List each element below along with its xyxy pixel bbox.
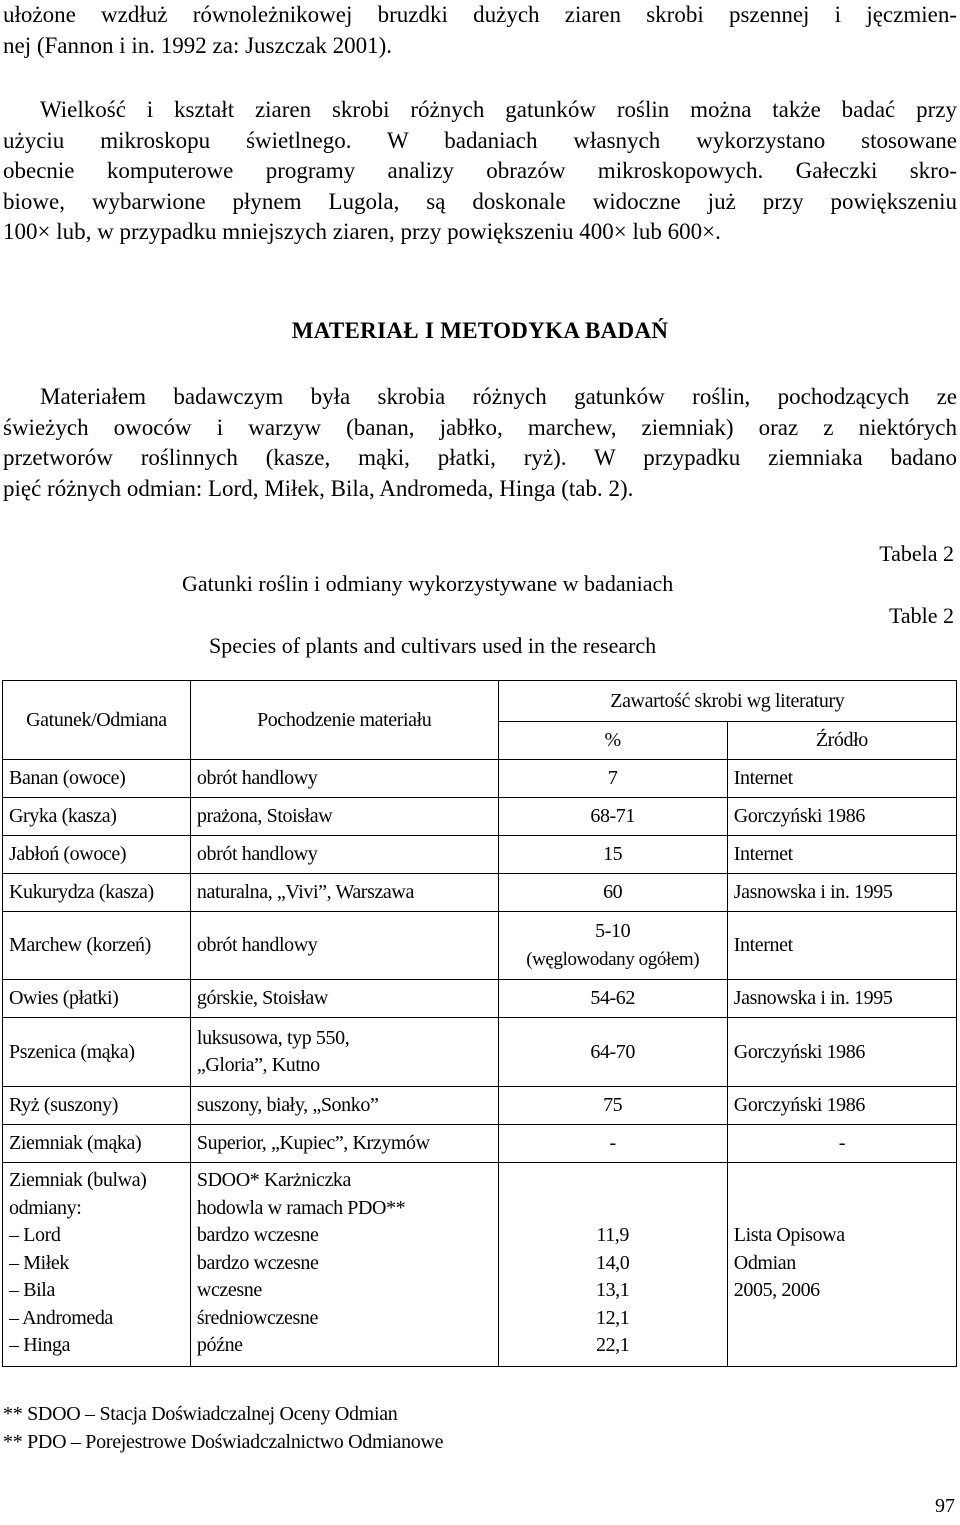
table-label-en: Table 2 [888, 603, 954, 628]
cell-species: Jabłoń (owoce) [3, 836, 191, 874]
cell-source: Jasnowska i in. 1995 [727, 980, 956, 1018]
cell-source: - [727, 1125, 956, 1163]
text-line: 100× lub, w przypadku mniejszych ziaren, przy powiększeniu 400× lub 600×. [3, 219, 721, 244]
table-row [3, 1125, 957, 1163]
table-row [3, 1018, 957, 1087]
cell-origin: obrót handlowy [190, 836, 498, 874]
table-row [3, 874, 957, 912]
table-row-potato-varieties [3, 1163, 957, 1367]
origin-line: bardzo wczesne [196, 1251, 319, 1274]
cell-percent [498, 1163, 727, 1367]
origin-line: SDOO* Karżniczka [196, 1169, 352, 1191]
table-row [3, 760, 957, 798]
table-row [3, 798, 957, 836]
percent-value: 5-10 [595, 920, 631, 942]
variety-name: – Andromeda [9, 1306, 113, 1329]
cell-percent: 54-62 [498, 980, 727, 1018]
cell-origin: naturalna, „Vivi”, Warszawa [190, 874, 498, 912]
paragraph-materials [3, 382, 957, 504]
table-row [3, 836, 957, 874]
table-caption-pl: Gatunki roślin i odmiany wykorzystywane w badaniach [182, 571, 674, 596]
percent-value: 11,9 [596, 1224, 630, 1246]
origin-line: bardzo wczesne [196, 1224, 319, 1246]
text-line: przetworów roślinnych (kasze, mąki, płatki, ryż). W przypadku ziemniaka badano [3, 445, 957, 470]
cell-percent: 60 [498, 874, 727, 912]
percent-value: 12,1 [595, 1306, 630, 1329]
cell-source: Gorczyński 1986 [727, 1087, 956, 1125]
source-line: 2005, 2006 [733, 1279, 820, 1301]
cell-species: Ziemniak (mąka) [3, 1125, 191, 1163]
footnote: ** PDO – Porejestrowe Doświadczalnictwo Odmianowe [3, 1431, 444, 1453]
cell-species: Marchew (korzeń) [3, 912, 191, 980]
table-row [3, 980, 957, 1018]
cell-percent: 7 [498, 760, 727, 798]
variety-name: – Hinga [9, 1334, 71, 1356]
percent-value: 22,1 [595, 1334, 630, 1356]
cell-source: Jasnowska i in. 1995 [727, 874, 956, 912]
cell-origin [190, 1018, 498, 1087]
cell-source: Gorczyński 1986 [727, 798, 956, 836]
cell-species: Owies (płatki) [3, 980, 191, 1018]
percent-value: 14,0 [595, 1251, 630, 1274]
cell-source: Internet [727, 836, 956, 874]
cell-species: Gryka (kasza) [3, 798, 191, 836]
cell-percent: 15 [498, 836, 727, 874]
paragraph-microscopy [3, 95, 957, 248]
cell-source: Internet [727, 760, 956, 798]
header-starch-content: Zawartość skrobi wg literatury [498, 681, 956, 722]
percent-value: 13,1 [595, 1279, 630, 1301]
text-line: Wielkość i kształt ziaren skrobi różnych gatunków roślin można także badać przy [40, 97, 957, 122]
variety-name: – Miłek [9, 1251, 69, 1274]
cell-origin: obrót handlowy [190, 912, 498, 980]
text-line: pięć różnych odmian: Lord, Miłek, Bila, Andromeda, Hinga (tab. 2). [3, 475, 634, 501]
text-line: świeżych owoców i warzyw (banan, jabłko, marchew, ziemniak) oraz z niektórych [3, 414, 957, 440]
table-row [3, 912, 957, 980]
table-row [3, 1087, 957, 1125]
variety-name: – Lord [9, 1224, 61, 1246]
origin-line: luksusowa, typ 550, [196, 1026, 350, 1049]
cell-origin: Superior, „Kupiec”, Krzymów [190, 1125, 498, 1163]
cell-percent: 75 [498, 1087, 727, 1125]
text-line: biowe, wybarwione płynem Lugola, są doskonale widoczne już przy powiększeniu [3, 188, 957, 214]
text-line: Materiałem badawczym była skrobia różnych gatunków roślin, pochodzących ze [40, 384, 957, 409]
header-source: Źródło [727, 722, 956, 760]
origin-line: średniowczesne [196, 1306, 318, 1329]
header-percent: % [498, 722, 727, 760]
cell-percent: 68-71 [498, 798, 727, 836]
paragraph-continuation [3, 0, 957, 61]
origin-line: późne [196, 1334, 243, 1356]
footnotes [3, 1400, 443, 1456]
table-header-row [3, 681, 957, 722]
cell-species: Kukurydza (kasza) [3, 874, 191, 912]
source-line: Odmian [733, 1251, 796, 1274]
cell-origin [190, 1163, 498, 1367]
origin-line: wczesne [196, 1279, 262, 1301]
text-line: użyciu mikroskopu świetlnego. W badaniach własnych wykorzystano stosowane [3, 127, 957, 153]
cell-percent: 64-70 [498, 1018, 727, 1087]
table-caption-en: Species of plants and cultivars used in the research [209, 633, 657, 658]
footnote: ** SDOO – Stacja Doświadczalnej Oceny Odmian [3, 1403, 398, 1425]
origin-line: „Gloria”, Kutno [196, 1054, 320, 1076]
cell-source: Gorczyński 1986 [727, 1018, 956, 1087]
table-label-pl: Tabela 2 [879, 541, 954, 566]
cell-source [727, 1163, 956, 1367]
cell-species [3, 1163, 191, 1367]
variety-name: – Bila [9, 1279, 55, 1301]
text-line: obecnie komputerowe programy analizy obrazów mikroskopowych. Gałeczki skro- [3, 158, 957, 183]
cell-species: Pszenica (mąka) [3, 1018, 191, 1087]
text-line: ułożone wzdłuż równoleżnikowej bruzdki dużych ziaren skrobi pszennej i jęczmien- [3, 2, 957, 27]
source-line: Lista Opisowa [733, 1224, 845, 1246]
cell-percent [498, 912, 727, 980]
species-table [2, 680, 957, 1367]
cell-percent: - [498, 1125, 727, 1163]
cell-origin: obrót handlowy [190, 760, 498, 798]
cell-origin: prażona, Stoisław [190, 798, 498, 836]
cell-species: Banan (owoce) [3, 760, 191, 798]
page-number: 97 [935, 1495, 955, 1517]
header-origin: Pochodzenie materiału [190, 681, 498, 760]
header-species: Gatunek/Odmiana [3, 681, 191, 760]
cell-origin: górskie, Stoisław [190, 980, 498, 1018]
percent-note: (węglowodany ogółem) [526, 948, 700, 970]
cell-source: Internet [727, 912, 956, 980]
species-line: Ziemniak (bulwa) [9, 1169, 147, 1191]
cell-species: Ryż (suszony) [3, 1087, 191, 1125]
species-line: odmiany: [9, 1196, 82, 1219]
origin-line: hodowla w ramach PDO** [196, 1196, 406, 1219]
cell-origin: suszony, biały, „Sonko” [190, 1087, 498, 1125]
text-line: nej (Fannon i in. 1992 za: Juszczak 2001). [3, 32, 392, 58]
section-heading: MATERIAŁ I METODYKA BADAŃ [291, 318, 669, 343]
